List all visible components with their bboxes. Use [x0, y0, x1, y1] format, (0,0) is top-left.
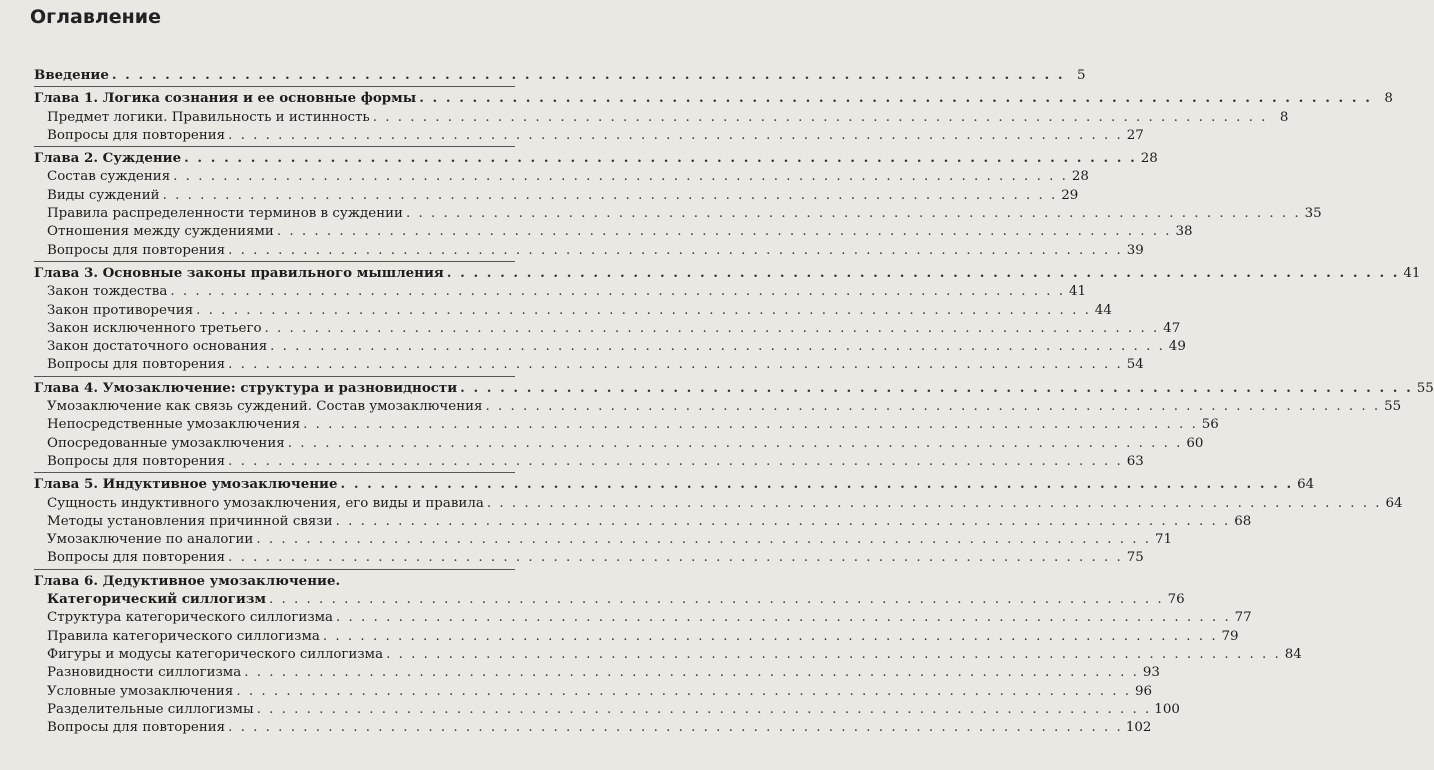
toc-section-entry: [34, 531, 1173, 549]
toc-entry-title: Структура категорического силлогизма: [47, 610, 334, 626]
toc-entry-title: Виды суждений: [47, 187, 160, 203]
toc-leader-dots: [288, 435, 1183, 453]
toc-entry-title: Разновидности силлогизма: [47, 665, 242, 681]
toc-leader-dots: [228, 127, 1123, 145]
toc-entry-title: Отношения между суждениями: [47, 224, 274, 240]
toc-leader-dots: [373, 109, 1268, 127]
toc-leader-dots: [228, 549, 1123, 567]
toc-section-entry: [34, 283, 1087, 301]
toc-section-entry: [34, 628, 1239, 646]
section-divider: [34, 472, 515, 473]
toc-page-number: 35: [1304, 206, 1322, 222]
toc-leader-dots: [269, 591, 1164, 609]
toc-entry-title: Вопросы для повторения: [47, 127, 226, 143]
toc-chapter-entry: [34, 264, 1421, 283]
toc-entry-title: Глава 1. Логика сознания и ее основные формы: [34, 90, 417, 107]
toc-page-number: 71: [1155, 532, 1173, 548]
toc-page-number: 8: [1384, 91, 1393, 107]
section-divider: [34, 376, 515, 377]
toc-leader-dots: [173, 168, 1068, 186]
toc-page-number: 39: [1126, 242, 1144, 258]
toc-section-entry: [34, 646, 1302, 664]
toc-leader-dots: [341, 475, 1294, 493]
toc-page-number: 54: [1126, 357, 1144, 373]
toc-page-number: 8: [1279, 109, 1289, 125]
toc-section-entry: [34, 683, 1152, 701]
toc-section-entry: [34, 513, 1252, 531]
toc-page-number: 55: [1416, 380, 1434, 396]
toc-leader-dots: [419, 89, 1372, 107]
toc-entry-title: Непосредственные умозаключения: [47, 417, 301, 433]
toc-page-number: 77: [1234, 610, 1252, 626]
toc-entry-title: Умозаключение как связь суждений. Состав умозаключения: [47, 399, 483, 415]
toc-section-entry: [34, 168, 1089, 186]
toc-entry-title: Состав суждения: [47, 169, 171, 185]
toc-chapter-entry: [34, 89, 1393, 108]
toc-section-entry: [34, 701, 1180, 719]
toc-page-number: 55: [1384, 399, 1402, 415]
toc-leader-dots: [460, 379, 1413, 397]
toc-entry-title: Фигуры и модусы категорического силлогизма: [47, 646, 384, 662]
toc-page-number: 29: [1061, 187, 1079, 203]
toc-leader-dots: [257, 701, 1152, 719]
toc-section-entry: [34, 127, 1144, 145]
toc-leader-dots: [336, 513, 1231, 531]
toc-leader-dots: [256, 531, 1151, 549]
toc-section-entry: [34, 719, 1152, 737]
toc-page-number: 60: [1186, 435, 1204, 451]
toc-section-entry: [34, 495, 1403, 513]
toc-page-number: 79: [1221, 628, 1239, 644]
toc-leader-dots: [386, 646, 1281, 664]
toc-leader-dots: [184, 149, 1137, 167]
toc-leader-dots: [228, 453, 1123, 471]
toc-entry-title: Вопросы для повторения: [47, 720, 226, 736]
toc-entry-title: Закон исключенного третьего: [47, 320, 262, 336]
toc-entry-title: Глава 6. Дедуктивное умозаключение.: [34, 572, 341, 589]
toc-page-number: 41: [1403, 265, 1421, 281]
toc-section-entry: [34, 609, 1252, 627]
toc-chapter-entry: [34, 66, 1086, 85]
toc-section-entry: [34, 664, 1160, 682]
toc-page-number: 38: [1175, 224, 1193, 240]
toc-entry-title: Закон тождества: [47, 284, 168, 300]
toc-entry-title: Глава 5. Индуктивное умозаключение: [34, 476, 338, 493]
toc-section-entry: [34, 416, 1219, 434]
toc-section-entry: [34, 302, 1112, 320]
toc-section-entry: [34, 109, 1289, 127]
toc-entry-title: Вопросы для повторения: [47, 242, 226, 258]
toc-page-number: 47: [1163, 320, 1181, 336]
toc-entry-title: Опосредованные умозаключения: [47, 435, 285, 451]
toc-page-number: 64: [1297, 477, 1315, 493]
toc-page-number: 41: [1068, 284, 1087, 300]
toc-leader-dots: [244, 664, 1139, 682]
toc-entry-title: Глава 2. Суждение: [34, 150, 182, 167]
toc-leader-dots: [406, 205, 1301, 223]
toc-entry-title: Глава 4. Умозаключение: структура и разновидности: [34, 379, 458, 396]
toc-entry-title: Методы установления причинной связи: [47, 513, 333, 529]
toc-page-number: 27: [1126, 127, 1144, 143]
toc-entry-title: Категорический силлогизм: [47, 591, 266, 608]
toc-page-number: 44: [1094, 302, 1112, 318]
toc-entry-title: Вопросы для повторения: [47, 453, 226, 469]
toc-leader-dots: [228, 719, 1123, 737]
toc-leader-dots: [265, 320, 1160, 338]
toc-page-number: 64: [1385, 495, 1403, 511]
toc-entry-title: Правила распределенности терминов в суждении: [47, 206, 403, 222]
toc-entry-title: Вопросы для повторения: [47, 550, 226, 566]
toc-leader-dots: [447, 264, 1400, 282]
section-divider: [34, 146, 515, 147]
toc-page-number: 28: [1140, 151, 1158, 167]
toc-section-entry: [34, 356, 1144, 374]
toc-page-number: 93: [1142, 665, 1160, 681]
toc-leader-dots: [236, 683, 1131, 701]
toc-section-entry: [34, 205, 1322, 223]
toc-chapter-entry: [34, 475, 1315, 494]
toc-leader-dots: [228, 356, 1123, 374]
section-divider: [34, 86, 515, 87]
toc-leader-dots: [112, 66, 1065, 84]
toc-leader-dots: [277, 223, 1172, 241]
toc-page-number: 102: [1125, 720, 1152, 736]
toc-entry-title: Вопросы для повторения: [47, 357, 226, 373]
toc-section-entry: [34, 398, 1402, 416]
toc-section-entry: [34, 549, 1144, 567]
toc-section-entry: [34, 590, 1185, 609]
section-divider: [34, 569, 515, 570]
toc-section-entry: [34, 242, 1144, 260]
toc-entry-title: Условные умозаключения: [47, 683, 234, 699]
toc-page-number: 56: [1201, 417, 1219, 433]
toc-entry-title: Предмет логики. Правильность и истинность: [47, 109, 370, 125]
toc-section-entry: [34, 453, 1144, 471]
toc-heading: Оглавление: [30, 6, 161, 28]
toc-leader-dots: [323, 628, 1218, 646]
toc-section-entry: [34, 223, 1193, 241]
table-of-contents: [34, 66, 1434, 737]
toc-entry-title: Глава 3. Основные законы правильного мышления: [34, 264, 444, 281]
toc-entry-title: Закон противоречия: [47, 302, 194, 318]
toc-chapter-entry: [34, 379, 1434, 398]
toc-leader-dots: [163, 187, 1058, 205]
toc-page-number: 76: [1167, 592, 1185, 608]
toc-page-number: 28: [1071, 169, 1089, 185]
toc-page-number: 63: [1126, 453, 1144, 469]
toc-page-number: 84: [1284, 646, 1302, 662]
toc-section-entry: [34, 338, 1186, 356]
toc-page-number: 5: [1076, 68, 1086, 83]
toc-leader-dots: [270, 338, 1165, 356]
toc-leader-dots: [487, 495, 1382, 513]
toc-entry-title: Разделительные силлогизмы: [47, 701, 254, 717]
section-divider: [34, 261, 515, 262]
toc-chapter-entry: [34, 572, 515, 590]
toc-entry-title: Введение: [34, 67, 109, 83]
toc-section-entry: [34, 435, 1204, 453]
toc-section-entry: [34, 320, 1181, 338]
toc-section-entry: [34, 187, 1079, 205]
toc-leader-dots: [303, 416, 1198, 434]
toc-leader-dots: [228, 242, 1123, 260]
toc-leader-dots: [170, 283, 1065, 301]
toc-page-number: 68: [1234, 513, 1252, 529]
toc-page-number: 96: [1134, 683, 1152, 699]
toc-page-number: 49: [1168, 339, 1186, 355]
toc-leader-dots: [486, 398, 1381, 416]
toc-entry-title: Закон достаточного основания: [47, 339, 268, 355]
toc-chapter-entry: [34, 149, 1158, 168]
toc-page-number: 75: [1126, 550, 1144, 566]
toc-entry-title: Правила категорического силлогизма: [47, 628, 320, 644]
toc-entry-title: Умозаключение по аналогии: [47, 532, 254, 548]
toc-entry-title: Сущность индуктивного умозаключения, его виды и правила: [47, 495, 484, 511]
toc-leader-dots: [196, 302, 1091, 320]
toc-leader-dots: [336, 609, 1231, 627]
toc-page-number: 100: [1154, 701, 1180, 717]
